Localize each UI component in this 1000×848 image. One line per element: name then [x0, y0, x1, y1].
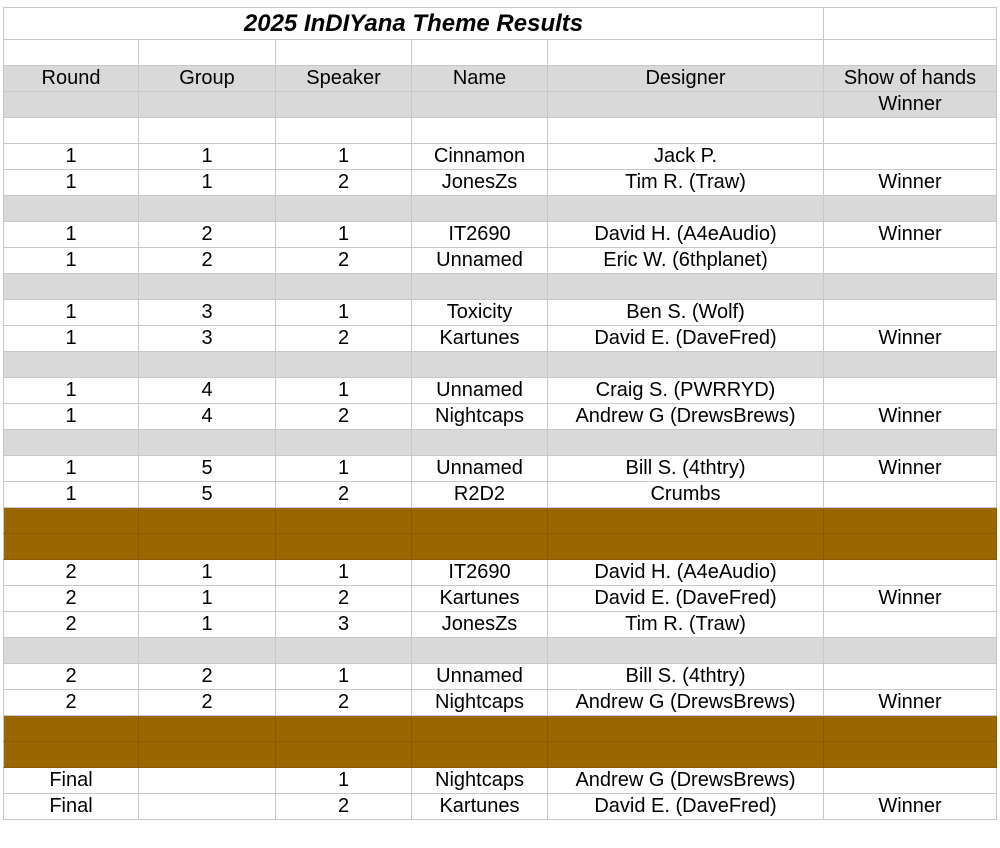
- speaker-cell: [276, 508, 412, 534]
- result-cell: Winner: [824, 170, 997, 196]
- round-cell: [3, 352, 139, 378]
- result-cell: [824, 248, 997, 274]
- designer-cell: Andrew G (DrewsBrews): [548, 690, 824, 716]
- speaker-cell: 2: [276, 586, 412, 612]
- blank-cell: [3, 40, 139, 66]
- table-row: [3, 612, 997, 638]
- name-cell: Kartunes: [412, 326, 548, 352]
- designer-cell: [548, 430, 824, 456]
- designer-cell: [548, 274, 824, 300]
- title-row: [3, 7, 997, 40]
- result-cell: Winner: [824, 794, 997, 820]
- speaker-cell: [276, 118, 412, 144]
- designer-cell: Bill S. (4thtry): [548, 456, 824, 482]
- round-cell: 1: [3, 404, 139, 430]
- header-row: [3, 66, 997, 92]
- result-cell: [824, 378, 997, 404]
- table-row: [3, 794, 997, 820]
- round-cell: 2: [3, 690, 139, 716]
- round-cell: 1: [3, 300, 139, 326]
- group-cell: 2: [139, 690, 276, 716]
- result-cell: [824, 534, 997, 560]
- name-cell: Nightcaps: [412, 690, 548, 716]
- name-cell: JonesZs: [412, 170, 548, 196]
- round-cell: 1: [3, 222, 139, 248]
- round-cell: [3, 534, 139, 560]
- designer-cell: [548, 352, 824, 378]
- group-cell: [139, 534, 276, 560]
- speaker-cell: 3: [276, 612, 412, 638]
- table-row: [3, 586, 997, 612]
- designer-cell: Ben S. (Wolf): [548, 300, 824, 326]
- group-cell: 2: [139, 664, 276, 690]
- round-cell: Final: [3, 768, 139, 794]
- speaker-cell: 1: [276, 560, 412, 586]
- speaker-cell: 2: [276, 404, 412, 430]
- group-cell: [139, 352, 276, 378]
- round-cell: 1: [3, 378, 139, 404]
- table-row: [3, 742, 997, 768]
- speaker-cell: [276, 742, 412, 768]
- table-row: [3, 170, 997, 196]
- group-cell: 1: [139, 612, 276, 638]
- group-cell: [139, 716, 276, 742]
- result-cell: [824, 118, 997, 144]
- table-body: [3, 118, 997, 820]
- name-cell: Nightcaps: [412, 404, 548, 430]
- table-row: [3, 326, 997, 352]
- round-cell: 1: [3, 144, 139, 170]
- name-cell: [412, 196, 548, 222]
- designer-cell: Bill S. (4thtry): [548, 664, 824, 690]
- round-cell: 1: [3, 456, 139, 482]
- table-row: [3, 716, 997, 742]
- group-cell: 1: [139, 170, 276, 196]
- round-cell: [3, 196, 139, 222]
- table-row: [3, 508, 997, 534]
- group-cell: [139, 196, 276, 222]
- result-cell: Winner: [824, 326, 997, 352]
- group-cell: 1: [139, 586, 276, 612]
- table-row: [3, 430, 997, 456]
- name-cell: [412, 118, 548, 144]
- group-cell: 2: [139, 222, 276, 248]
- name-cell: [412, 716, 548, 742]
- name-cell: Toxicity: [412, 300, 548, 326]
- designer-cell: David E. (DaveFred): [548, 794, 824, 820]
- group-cell: 2: [139, 248, 276, 274]
- group-cell: [139, 742, 276, 768]
- header-group: Group: [139, 66, 276, 92]
- round-cell: 2: [3, 560, 139, 586]
- speaker-cell: 1: [276, 222, 412, 248]
- round-cell: [3, 716, 139, 742]
- speaker-cell: 2: [276, 170, 412, 196]
- designer-cell: Andrew G (DrewsBrews): [548, 404, 824, 430]
- designer-cell: Eric W. (6thplanet): [548, 248, 824, 274]
- designer-cell: David H. (A4eAudio): [548, 560, 824, 586]
- table-row: [3, 118, 997, 144]
- group-cell: 4: [139, 378, 276, 404]
- speaker-cell: 1: [276, 768, 412, 794]
- table-row: [3, 144, 997, 170]
- result-cell: [824, 612, 997, 638]
- group-cell: 1: [139, 560, 276, 586]
- round-cell: 1: [3, 326, 139, 352]
- results-sheet: [3, 7, 997, 820]
- designer-cell: Andrew G (DrewsBrews): [548, 768, 824, 794]
- designer-cell: [548, 118, 824, 144]
- speaker-cell: 2: [276, 690, 412, 716]
- subheader-cell: [139, 92, 276, 118]
- round-cell: 1: [3, 170, 139, 196]
- speaker-cell: 1: [276, 378, 412, 404]
- designer-cell: [548, 716, 824, 742]
- speaker-cell: 2: [276, 248, 412, 274]
- speaker-cell: 2: [276, 326, 412, 352]
- speaker-cell: [276, 196, 412, 222]
- subheader-cell: [276, 92, 412, 118]
- designer-cell: Tim R. (Traw): [548, 612, 824, 638]
- round-cell: 2: [3, 586, 139, 612]
- subheader-cell: [412, 92, 548, 118]
- designer-cell: [548, 638, 824, 664]
- table-row: [3, 638, 997, 664]
- designer-cell: Craig S. (PWRRYD): [548, 378, 824, 404]
- spacer-row: [3, 40, 997, 66]
- round-cell: [3, 742, 139, 768]
- result-cell: [824, 482, 997, 508]
- header-name: Name: [412, 66, 548, 92]
- result-cell: Winner: [824, 586, 997, 612]
- table-row: [3, 378, 997, 404]
- round-cell: 1: [3, 482, 139, 508]
- blank-cell: [139, 40, 276, 66]
- name-cell: Kartunes: [412, 586, 548, 612]
- table-row: [3, 768, 997, 794]
- designer-cell: [548, 742, 824, 768]
- table-row: [3, 196, 997, 222]
- speaker-cell: 1: [276, 456, 412, 482]
- name-cell: Cinnamon: [412, 144, 548, 170]
- result-cell: [824, 508, 997, 534]
- name-cell: IT2690: [412, 560, 548, 586]
- round-cell: [3, 118, 139, 144]
- result-cell: Winner: [824, 690, 997, 716]
- title-blank-cell: [824, 8, 997, 40]
- name-cell: [412, 430, 548, 456]
- blank-cell: [276, 40, 412, 66]
- result-cell: [824, 300, 997, 326]
- designer-cell: [548, 534, 824, 560]
- name-cell: [412, 508, 548, 534]
- name-cell: R2D2: [412, 482, 548, 508]
- table-row: [3, 248, 997, 274]
- result-cell: [824, 352, 997, 378]
- group-cell: [139, 794, 276, 820]
- group-cell: 4: [139, 404, 276, 430]
- group-cell: 1: [139, 144, 276, 170]
- table-row: [3, 456, 997, 482]
- result-cell: [824, 560, 997, 586]
- round-cell: 2: [3, 664, 139, 690]
- designer-cell: [548, 508, 824, 534]
- round-cell: [3, 638, 139, 664]
- round-cell: 1: [3, 248, 139, 274]
- table-row: [3, 690, 997, 716]
- table-row: [3, 664, 997, 690]
- designer-cell: [548, 196, 824, 222]
- group-cell: [139, 768, 276, 794]
- table-row: [3, 404, 997, 430]
- name-cell: JonesZs: [412, 612, 548, 638]
- header-speaker: Speaker: [276, 66, 412, 92]
- speaker-cell: 1: [276, 664, 412, 690]
- blank-cell: [412, 40, 548, 66]
- round-cell: 2: [3, 612, 139, 638]
- round-cell: [3, 508, 139, 534]
- name-cell: Unnamed: [412, 248, 548, 274]
- name-cell: [412, 742, 548, 768]
- result-cell: [824, 274, 997, 300]
- group-cell: 5: [139, 456, 276, 482]
- subheader-winner: Winner: [824, 92, 997, 118]
- result-cell: [824, 768, 997, 794]
- speaker-cell: [276, 274, 412, 300]
- result-cell: [824, 716, 997, 742]
- header-round: Round: [3, 66, 139, 92]
- designer-cell: David E. (DaveFred): [548, 326, 824, 352]
- blank-cell: [824, 40, 997, 66]
- table-row: [3, 482, 997, 508]
- name-cell: [412, 274, 548, 300]
- designer-cell: Crumbs: [548, 482, 824, 508]
- table-row: [3, 300, 997, 326]
- speaker-cell: [276, 430, 412, 456]
- designer-cell: Tim R. (Traw): [548, 170, 824, 196]
- speaker-cell: 1: [276, 300, 412, 326]
- sheet-title: 2025 InDIYana Theme Results: [3, 8, 824, 40]
- blank-cell: [548, 40, 824, 66]
- name-cell: [412, 534, 548, 560]
- speaker-cell: [276, 352, 412, 378]
- subheader-row: [3, 92, 997, 118]
- speaker-cell: [276, 638, 412, 664]
- group-cell: 3: [139, 300, 276, 326]
- group-cell: 3: [139, 326, 276, 352]
- name-cell: Nightcaps: [412, 768, 548, 794]
- name-cell: [412, 638, 548, 664]
- group-cell: [139, 118, 276, 144]
- group-cell: [139, 274, 276, 300]
- result-cell: [824, 144, 997, 170]
- header-designer: Designer: [548, 66, 824, 92]
- result-cell: Winner: [824, 404, 997, 430]
- speaker-cell: [276, 716, 412, 742]
- table-row: [3, 222, 997, 248]
- subheader-cell: [3, 92, 139, 118]
- round-cell: Final: [3, 794, 139, 820]
- table-row: [3, 560, 997, 586]
- group-cell: 5: [139, 482, 276, 508]
- result-cell: [824, 430, 997, 456]
- group-cell: [139, 430, 276, 456]
- subheader-cell: [548, 92, 824, 118]
- name-cell: Unnamed: [412, 378, 548, 404]
- result-cell: Winner: [824, 222, 997, 248]
- name-cell: IT2690: [412, 222, 548, 248]
- result-cell: [824, 664, 997, 690]
- designer-cell: David H. (A4eAudio): [548, 222, 824, 248]
- name-cell: Unnamed: [412, 456, 548, 482]
- group-cell: [139, 508, 276, 534]
- speaker-cell: 2: [276, 794, 412, 820]
- name-cell: Unnamed: [412, 664, 548, 690]
- group-cell: [139, 638, 276, 664]
- table-row: [3, 352, 997, 378]
- speaker-cell: 2: [276, 482, 412, 508]
- designer-cell: Jack P.: [548, 144, 824, 170]
- result-cell: [824, 196, 997, 222]
- round-cell: [3, 430, 139, 456]
- designer-cell: David E. (DaveFred): [548, 586, 824, 612]
- name-cell: [412, 352, 548, 378]
- round-cell: [3, 274, 139, 300]
- result-cell: [824, 638, 997, 664]
- result-cell: [824, 742, 997, 768]
- table-row: [3, 274, 997, 300]
- header-show-of-hands: Show of hands: [824, 66, 997, 92]
- table-row: [3, 534, 997, 560]
- result-cell: Winner: [824, 456, 997, 482]
- speaker-cell: 1: [276, 144, 412, 170]
- name-cell: Kartunes: [412, 794, 548, 820]
- speaker-cell: [276, 534, 412, 560]
